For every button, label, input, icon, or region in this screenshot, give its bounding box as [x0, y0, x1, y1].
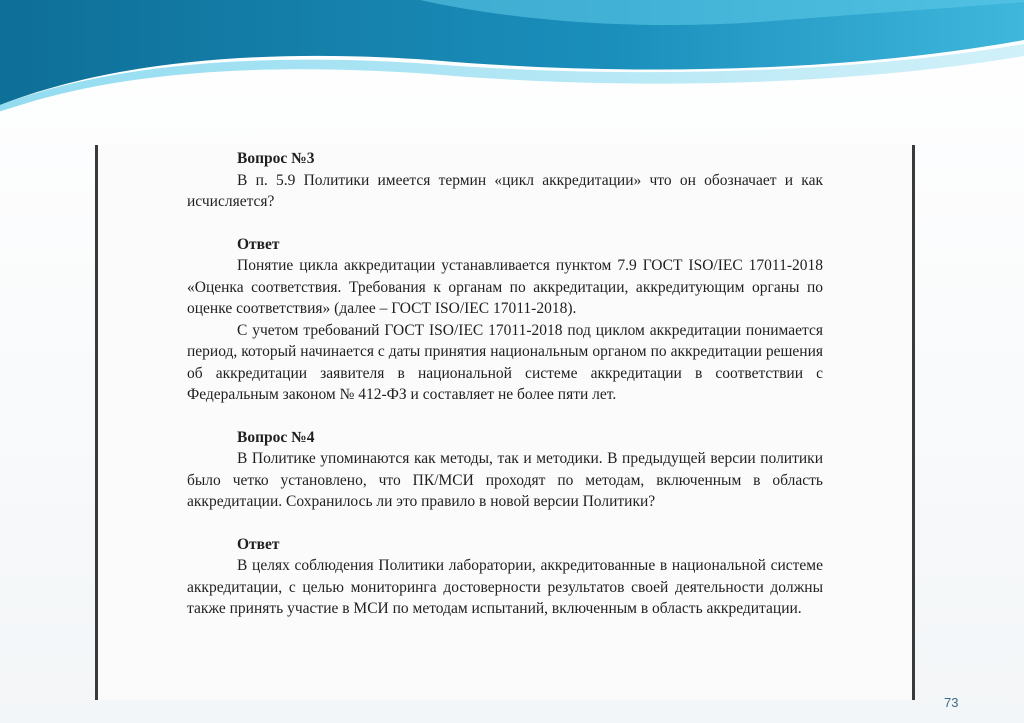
- answer-3-paragraph-1: Понятие цикла аккредитации устанавливается пунктом 7.9 ГОСТ ISO/IEC 17011-2018 «Оценка соответствия. Требования к органам по аккредитации, аккредитующим органы по оценке соответствия» (далее – ГОСТ ISO/IEC 17011-2018).: [187, 257, 823, 317]
- answer-4-heading: Ответ: [237, 535, 280, 553]
- question-3-heading: Вопрос №3: [237, 150, 315, 167]
- question-4-heading: Вопрос №4: [237, 428, 315, 446]
- answer-4-paragraph-1: В целях соблюдения Политики лаборатории, аккредитованные в национальной системе аккредитации, с целью мониторинга достоверности результатов своей деятельности должны также принять участие в МСИ по методам испытаний, включенным в область аккредитации.: [187, 557, 823, 617]
- header-wave-decoration: [0, 0, 1024, 115]
- answer-3-paragraph-2: С учетом требований ГОСТ ISO/IEC 17011-2018 под циклом аккредитации понимается период, который начинается с даты принятия национальным органом по аккредитации решения об аккредитации заявителя в национальной системе аккредитации в соответствии с Федеральным законом № 412-ФЗ и составляет не более пяти лет.: [187, 321, 823, 403]
- slide-page-number: 73: [944, 695, 959, 710]
- answer-3-heading: Ответ: [237, 235, 280, 253]
- question-3-text: В п. 5.9 Политики имеется термин «цикл аккредитации» что он обозначает и как исчисляется?: [187, 171, 823, 210]
- question-4-text: В Политике упоминаются как методы, так и методики. В предыдущей версии политики было четко установлено, что ПК/МСИ проходят по методам, включенным в область аккредитации. Сохранилось ли это правило в новой версии Политики?: [187, 450, 823, 510]
- document-body: [187, 148, 823, 620]
